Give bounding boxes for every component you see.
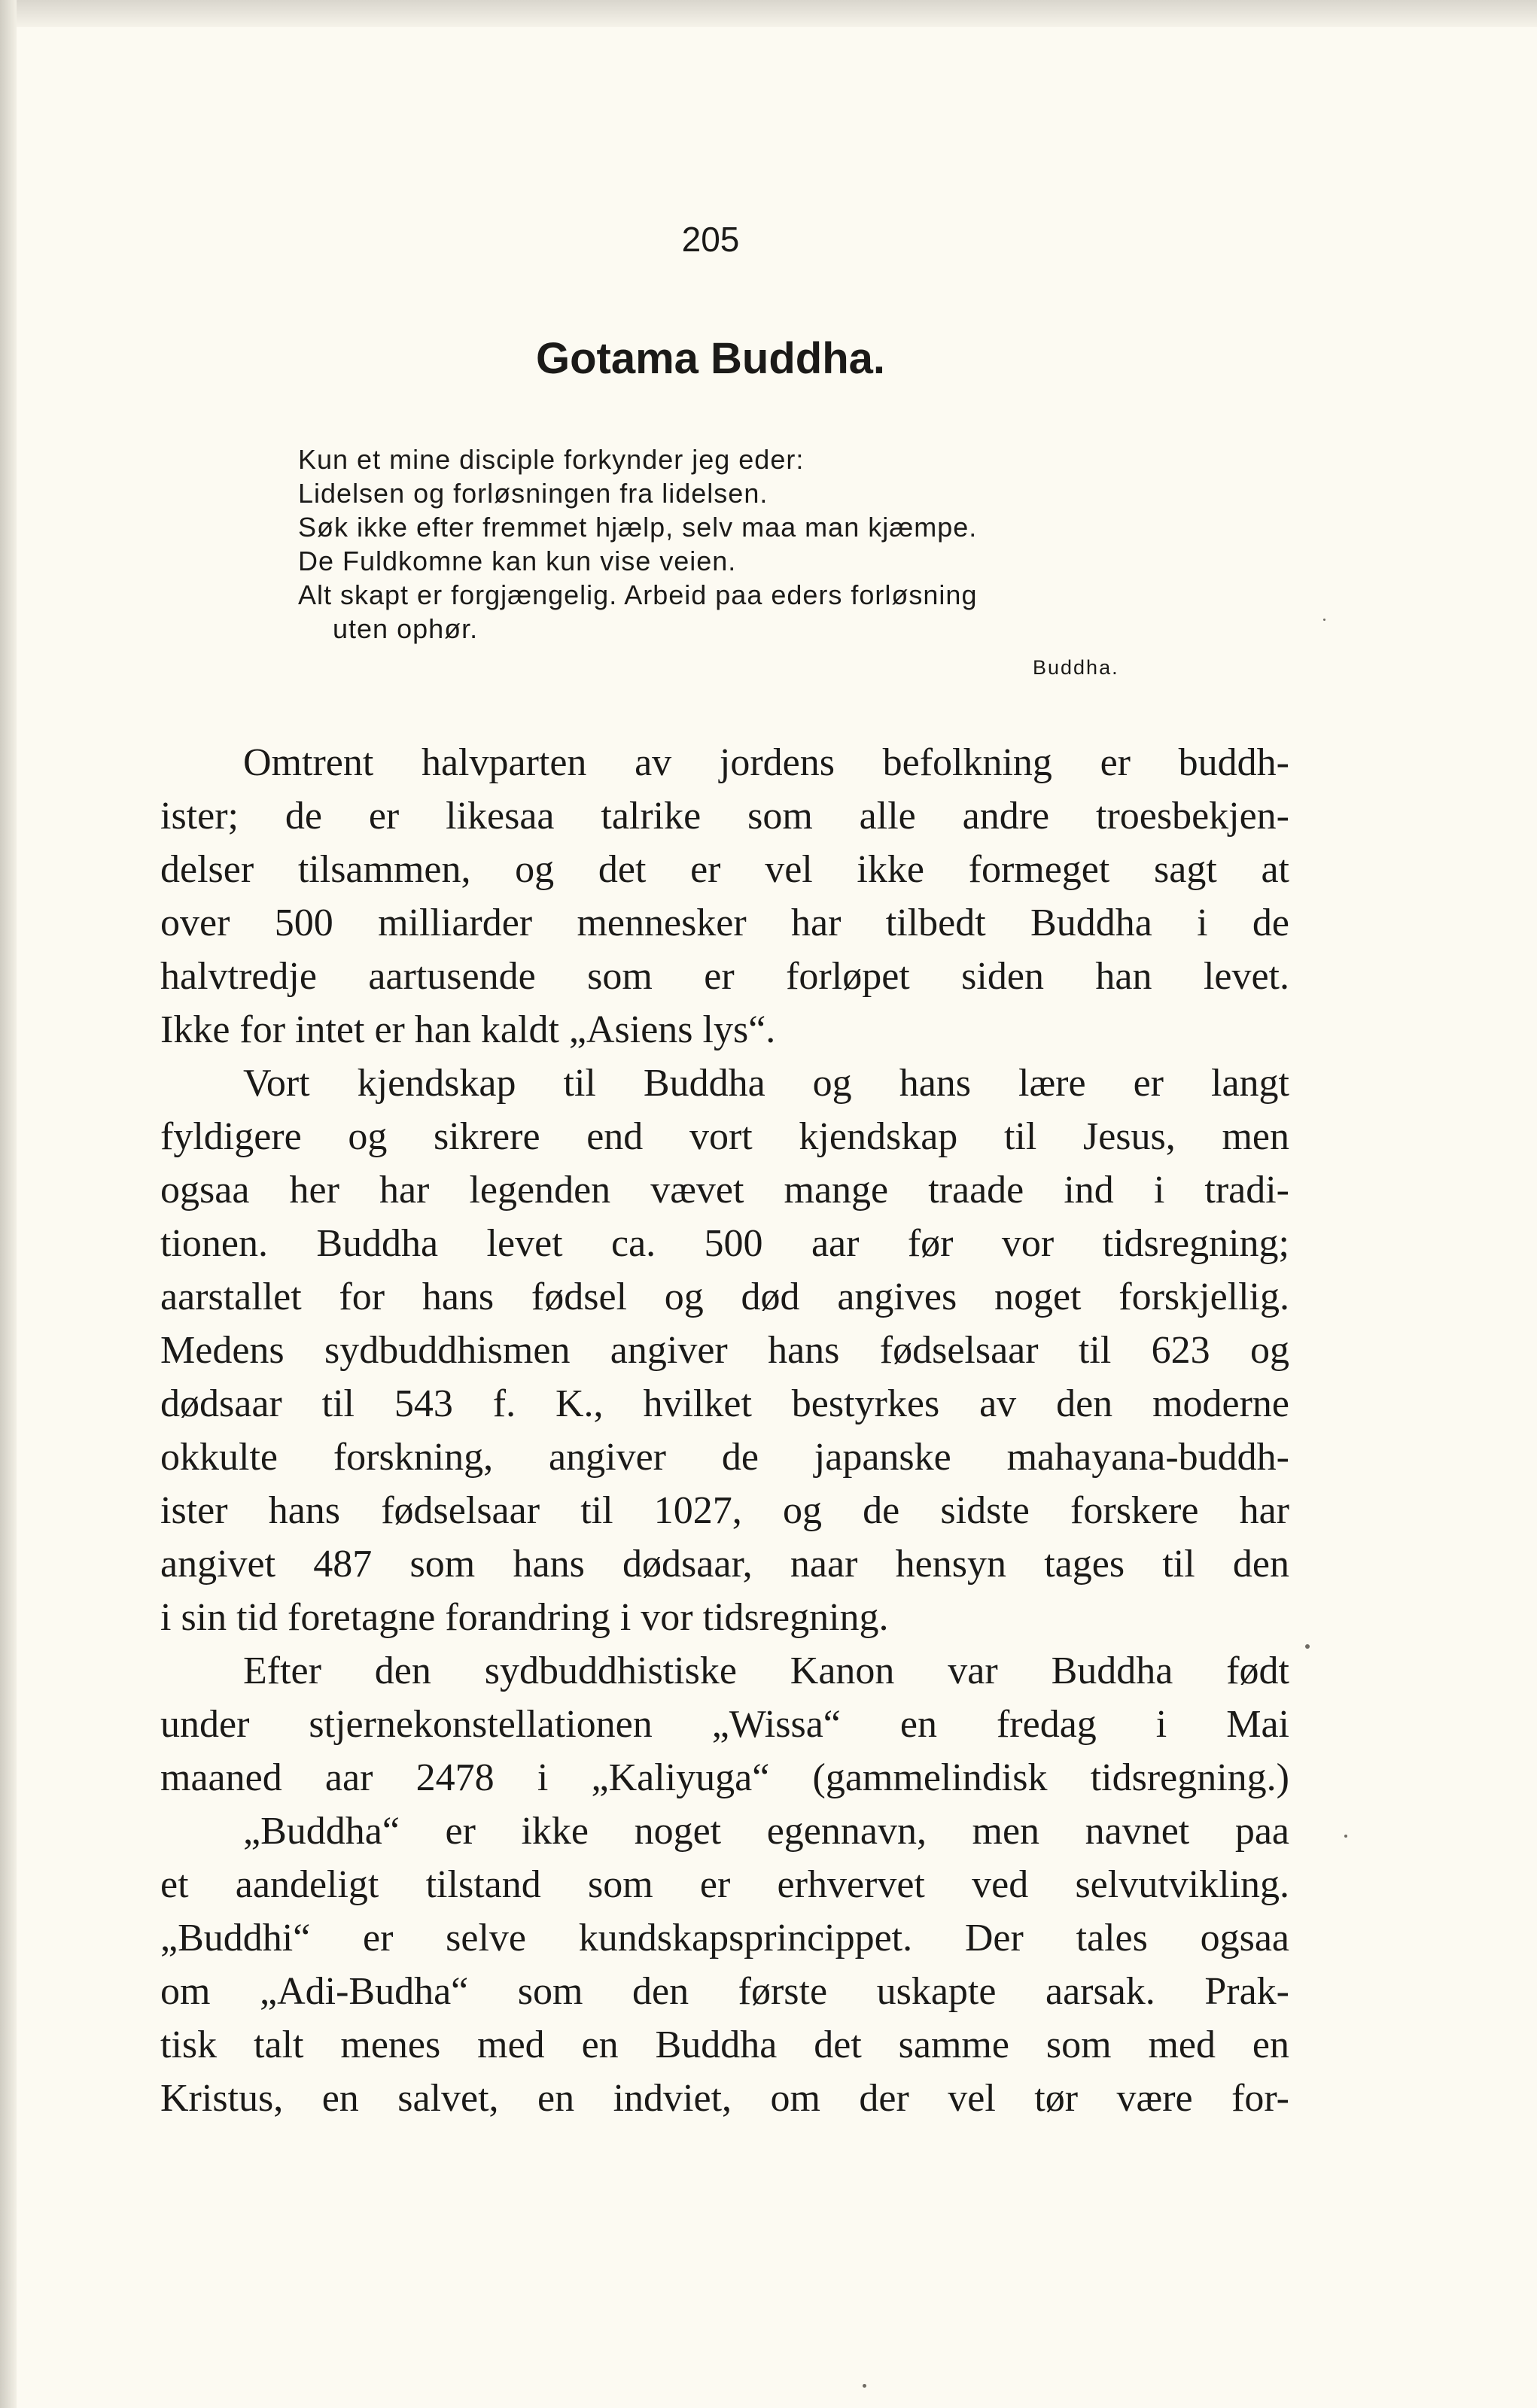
- epigraph: [298, 442, 1277, 646]
- text-line: et aandeligt tilstand som er erhvervet ved selvutvikling.: [160, 1863, 1289, 1906]
- text-line: aarstallet for hans fødsel og død angives noget forskjellig.: [160, 1275, 1289, 1318]
- paragraph: [160, 1057, 1289, 1644]
- paper-speck: [863, 2384, 866, 2388]
- text-line: halvtredje aartusende som er forløpet siden han levet.: [160, 955, 1289, 998]
- text-line: dødsaar til 543 f. K., hvilket bestyrkes av den moderne: [160, 1382, 1289, 1425]
- paper-speck: [1305, 1644, 1310, 1649]
- paragraph: [160, 1804, 1289, 2125]
- page-top-edge: [0, 0, 1537, 27]
- text-line: i sin tid foretagne forandring i vor tidsregning.: [160, 1596, 889, 1639]
- chapter-title: Gotama Buddha.: [535, 334, 886, 383]
- epigraph-line: Kun et mine disciple forkynder jeg eder:: [298, 444, 805, 475]
- text-line: „Buddha“ er ikke noget egennavn, men navnet paa: [243, 1810, 1289, 1853]
- epigraph-line: De Fuldkomne kan kun vise veien.: [298, 546, 737, 576]
- epigraph-line: Lidelsen og forløsningen fra lidelsen.: [298, 478, 768, 509]
- text-line: maaned aar 2478 i „Kaliyuga“ (gammelindisk tidsregning.): [160, 1756, 1289, 1799]
- text-line: Kristus, en salvet, en indviet, om der vel tør være for-: [160, 2077, 1289, 2120]
- paragraph: [160, 1644, 1289, 1804]
- epigraph-line: uten ophør.: [333, 613, 479, 644]
- text-line: om „Adi-Budha“ som den første uskapte aarsak. Prak-: [160, 1970, 1289, 2013]
- text-line: delser tilsammen, og det er vel ikke formeget sagt at: [160, 848, 1289, 891]
- text-line: ister hans fødselsaar til 1027, og de sidste forskere har: [160, 1489, 1289, 1532]
- epigraph-line: Alt skapt er forgjængelig. Arbeid paa eders forløsning: [298, 579, 978, 610]
- epigraph-attribution: Buddha.: [1033, 656, 1119, 679]
- text-line: angivet 487 som hans dødsaar, naar hensyn tages til den: [160, 1543, 1289, 1586]
- text-line: Efter den sydbuddhistiske Kanon var Buddha født: [243, 1649, 1289, 1692]
- text-line: ister; de er likesaa talrike som alle andre troesbekjen-: [160, 795, 1289, 838]
- page-number: 205: [681, 220, 740, 259]
- text-line: tisk talt menes med en Buddha det samme som med en: [160, 2023, 1289, 2066]
- text-line: Vort kjendskap til Buddha og hans lære er langt: [243, 1062, 1289, 1105]
- body-text: [160, 736, 1289, 2125]
- text-line: fyldigere og sikrere end vort kjendskap til Jesus, men: [160, 1115, 1289, 1158]
- paper-speck: [1323, 619, 1325, 621]
- text-line: Omtrent halvparten av jordens befolkning er buddh-: [243, 741, 1289, 784]
- text-line: ogsaa her har legenden vævet mange traade ind i tradi-: [160, 1169, 1289, 1212]
- text-line: okkulte forskning, angiver de japanske mahayana-buddh-: [160, 1436, 1289, 1479]
- paragraph: [160, 736, 1289, 1057]
- text-line: tionen. Buddha levet ca. 500 aar før vor tidsregning;: [160, 1222, 1289, 1265]
- text-line: Ikke for intet er han kaldt „Asiens lys“.: [160, 1008, 776, 1051]
- epigraph-line: Søk ikke efter fremmet hjælp, selv maa man kjæmpe.: [298, 512, 978, 543]
- text-line: „Buddhi“ er selve kundskapsprincippet. Der tales ogsaa: [160, 1917, 1289, 1960]
- text-line: under stjernekonstellationen „Wissa“ en fredag i Mai: [160, 1703, 1289, 1746]
- text-line: over 500 milliarder mennesker har tilbedt Buddha i de: [160, 901, 1289, 944]
- text-line: Medens sydbuddhismen angiver hans fødselsaar til 623 og: [160, 1329, 1289, 1372]
- paper-speck: [1344, 1835, 1347, 1838]
